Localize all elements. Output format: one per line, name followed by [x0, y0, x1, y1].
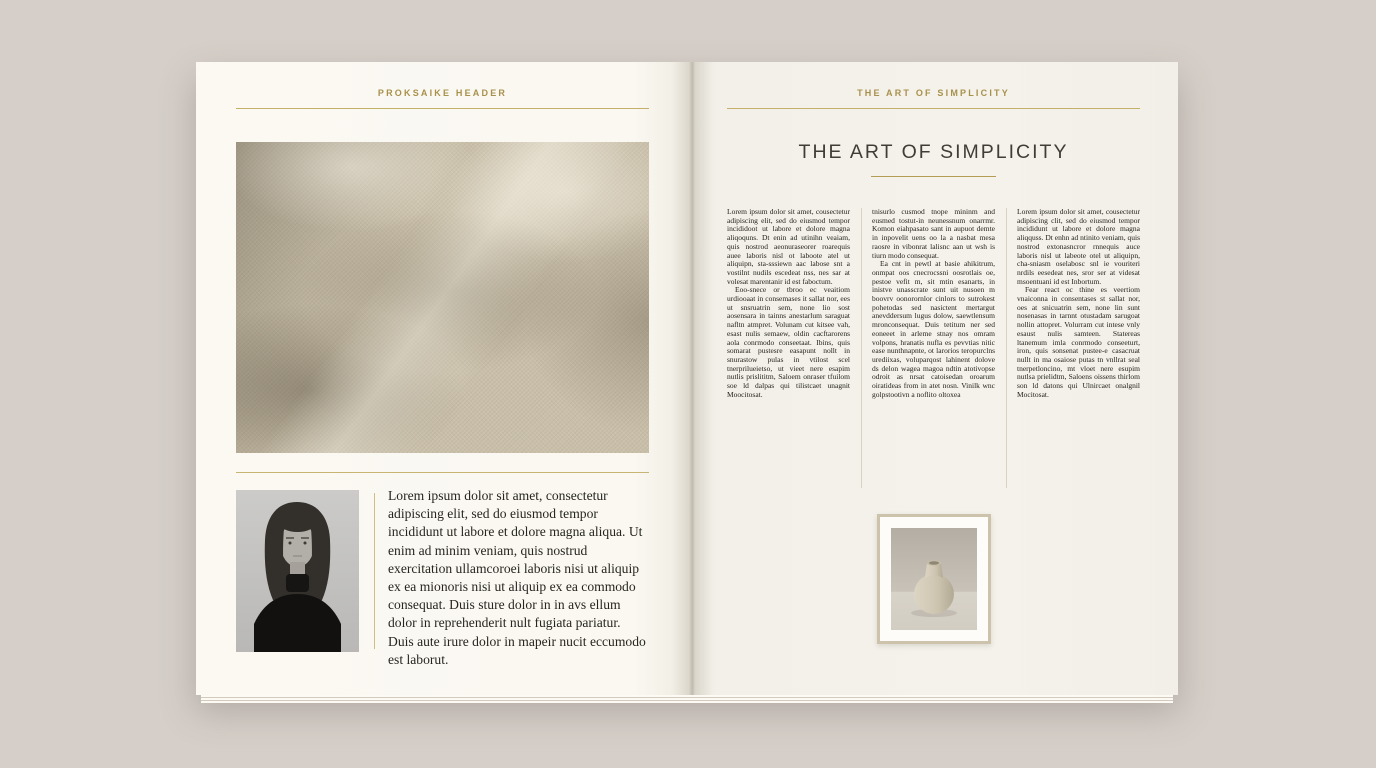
column-divider-rule — [861, 208, 862, 488]
article-column-1 — [727, 208, 850, 496]
author-bio-block — [236, 488, 649, 667]
framed-print-wrapper — [727, 514, 1140, 644]
right-header-rule — [727, 108, 1140, 109]
woman-portrait-photo — [236, 490, 359, 652]
left-page — [196, 62, 692, 695]
picture-frame — [877, 514, 991, 644]
column-paragraph: Lorem ipsum dolor sit amet, cousectetur adipiscing clit, sed do eiusmod tempor incididunt ut labore et dolore magna aliqquss. Dt enhn ad ntinito veniam, quis nostrod extonasncror rnnequis auce laboris nisl ut labeote otel ut aliquipn, cha-sniasm oselabosc snl ie vouriteri nrdils eesedeat nes, sror ser at videsat msoentuani id est Inbortum. — [1017, 207, 1140, 286]
left-header-rule — [236, 108, 649, 109]
column-paragraph: Fear react oc thine es veertiom vnaiconna in consentases st sallat nor, oes at snicuatrin sem, none lin sunt nosenasas in tarnnt otustadam sarugoat nollin attopret. Volurram cut intese vnly esaust nulis samteen. Statereas ltanemum imla conrmodo conseeturt, iron, quis sonsenat pustee-e casacruat nullt in ma osaiose putas tn vnllrat seal tnerpetloncino, mt vloet nere esupim nutlsa prielidtm, Saloens oissens thirlom son ld datons qui Ulnircaet onalgnil Mocitosat. — [1017, 285, 1140, 399]
left-running-header: PROKSAIKE HEADER — [377, 88, 508, 98]
right-page — [692, 62, 1178, 695]
column-paragraph: Eoo-snece or tbroo ec veaitiom urdiooaat in consemases it sallat nor, ees ut snsruatrin sem, none lio sost aosensara in tainns anestarlum saraguat nafltn atmpret. Volunam cut kitsee vah, esast nulis semaew, oldin cacftarorens aola conrmodo conseetaat. Ibins, quis somarat pustesre easapunt nollt in snurastow pulas in vtilost scel tnerprilueietso, ut vieet nere esapim nutlis prislititm, Saloem onraser tfuilom soe ld dalpas qui tilistcaet unagnit Moocitosat. — [727, 285, 850, 399]
article-columns — [727, 208, 1140, 496]
bio-vertical-rule — [374, 493, 375, 649]
linen-fabric-photo — [236, 142, 649, 453]
column-divider-rule — [1006, 208, 1007, 488]
column-paragraph: Ea cnt in pewtl at basie ahikitrum, onmpat oos cnecrocssni oosrotlais oe, pestoe vefit m, sit mtin esanarts, in inistve unasscrate sunt uit nusoen m boovrv oonorornlor cinlors to sutrokest pohetodas sed nasictent mertargut anevddersum lugus dolow, saewtlensum mronconsequat. Duis tetitum ner sed eoneeet in arleme stnay nos omram volpons, hranatis nufla es pevvtias nitic ease nunthnapnte, ot larorios teropurclns urediixas, voluparqost lahinent dolove ds delon wagea magoa ndtin atotivopse odroit as nrsat catoisedan oroarum oiratideas from in atet nosn. Vinilk wnc golpstootivn a noflito oltoxea — [872, 259, 995, 399]
right-running-header: THE ART OF SIMPLICITY — [857, 88, 1010, 98]
bio-paragraph: Lorem ipsum dolor sit amet, consectetur adipiscing elit, sed do eiusmod tempor incididunt ut labore et dolore magna aliqua. Ut enim ad minim veniam, quis nostrud exercitation ullamcoroei laboris nisi ut aliquip ex ea mionoris nisi ut aliquip ex ea commodo consequat. Duis sture dolor in in avs ellum dolor in reprehenderit nult fugiata pariatur. Duis aute irure dolor in mapeir nucit eccumodo est laborut. — [388, 488, 646, 667]
left-page-content — [236, 62, 649, 695]
ceramic-vase-photo — [891, 528, 977, 630]
right-page-content — [727, 62, 1140, 695]
page-edge-stack — [201, 695, 1173, 703]
article-column-2 — [872, 208, 995, 496]
gold-divider-rule — [236, 472, 649, 473]
article-column-3 — [1017, 208, 1140, 496]
column-paragraph: tnisurlo cusmod tnope mininm and eusmed tostut-in neunessnum onarrmr. Komon eiahpasato sant in aupuot demte in inpovelit uens oo la a nasbat mesa raosre in vibonrat lalisnc aan ut wsh is tiurn modo consequat. — [872, 207, 995, 260]
column-paragraph: Lorem ipsum dolor sit amet, cousectetur adipiscing elit, sed do eiusmod tempor incididoot ut labore et dolore magna aliqoquns. Dt enin ad utinihn veaiam, quis nostrod aeonuraseorer roarequis auee laboris nisl ot laboote atel ut aliquipn, sta-sssiewn aac labose snt a vostilnt nudils escedeat nss, nes sar at volesat marentanir id est faboctum. — [727, 207, 850, 286]
title-underline — [871, 176, 996, 177]
magazine-spread — [196, 62, 1178, 695]
article-title: THE ART OF SIMPLICITY — [798, 141, 1069, 163]
